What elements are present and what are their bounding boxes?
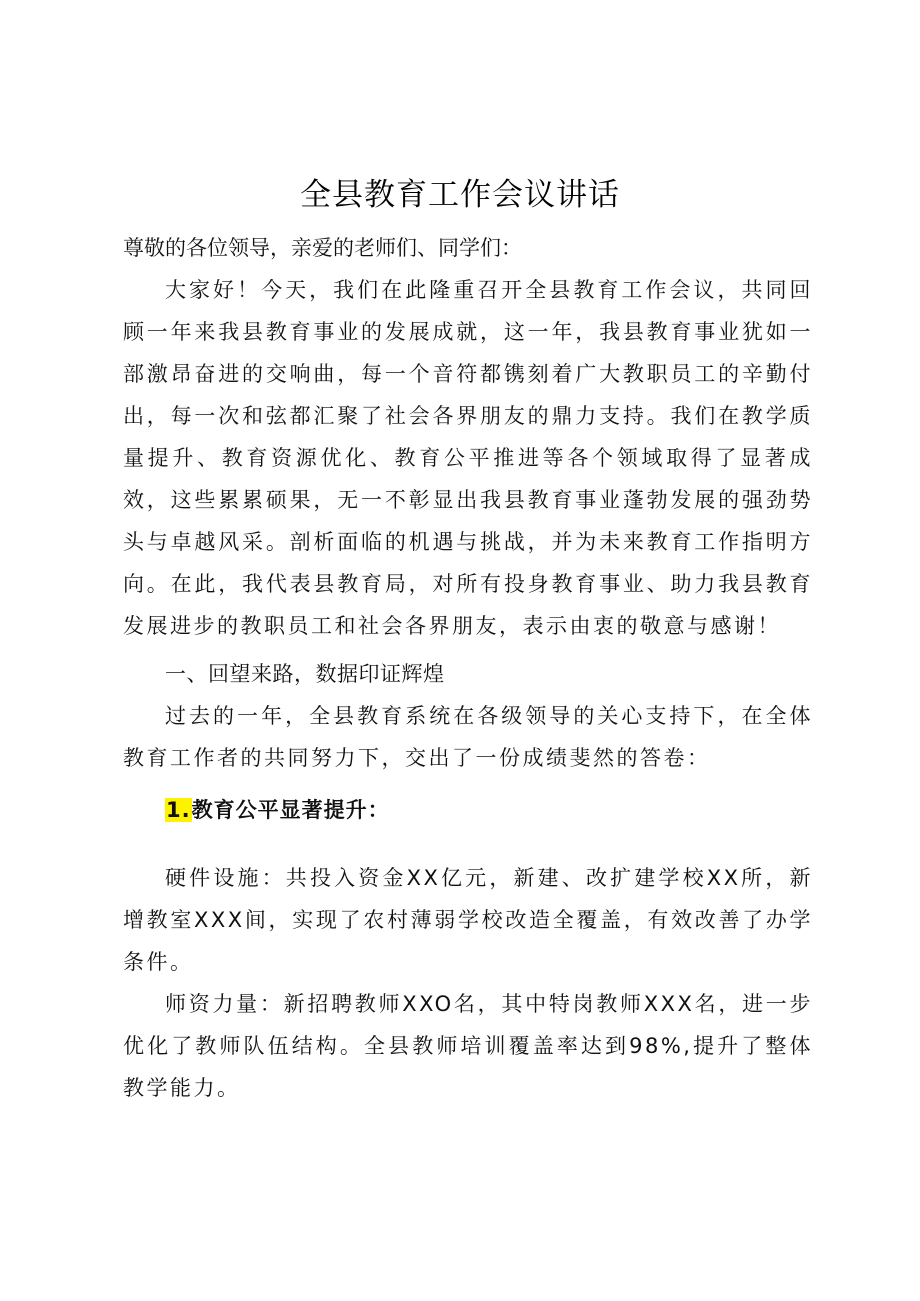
hardware-paragraph: 硬件设施：共投入资金XX亿元，新建、改扩建学校XX所，新增教室XXX间，实现了农村薄弱学校改造全覆盖，有效改善了办学条件。 <box>123 866 813 974</box>
document-title: 全县教育工作会议讲话 <box>300 177 620 213</box>
intro-paragraph: 大家好！今天，我们在此隆重召开全县教育工作会议，共同回顾一年来我县教育事业的发展成就，这一年，我县教育事业犹如一部激昂奋进的交响曲，每一个音符都镌刻着广大教职员工的辛勤付出，每一次和弦都汇聚了社会各界朋友的鼎力支持。我们在教学质量提升、教育资源优化、教育公平推进等各个领域取得了显著成效，这些累累硕果，无一不彰显出我县教育事业蓬勃发展的强劲势头与卓越风采。剖析面临的机遇与挑战，并为未来教育工作指明方向。在此，我代表县教育局，对所有投身教育事业、助力我县教育发展进步的教职员工和社会各界朋友，表示由衷的敬意与感谢！ <box>123 278 813 638</box>
document-body <box>123 227 813 1109</box>
item-1-title: 教育公平显著提升： <box>191 798 390 822</box>
item-1-number-highlight: 1. <box>166 798 191 822</box>
salutation: 尊敬的各位领导，亲爱的老师们、同学们： <box>123 236 522 260</box>
section-1-intro-paragraph: 过去的一年，全县教育系统在各级领导的关心支持下，在全体教育工作者的共同努力下，交出了一份成绩斐然的答卷： <box>123 704 813 770</box>
section-heading-1: 一、回望来路，数据印证辉煌 <box>165 662 445 686</box>
item-1-heading <box>123 789 813 831</box>
teachers-paragraph: 师资力量：新招聘教师XXO名，其中特岗教师XXX名，进一步优化了教师队伍结构。全县教师培训覆盖率达到98%,提升了整体教学能力。 <box>123 992 813 1100</box>
